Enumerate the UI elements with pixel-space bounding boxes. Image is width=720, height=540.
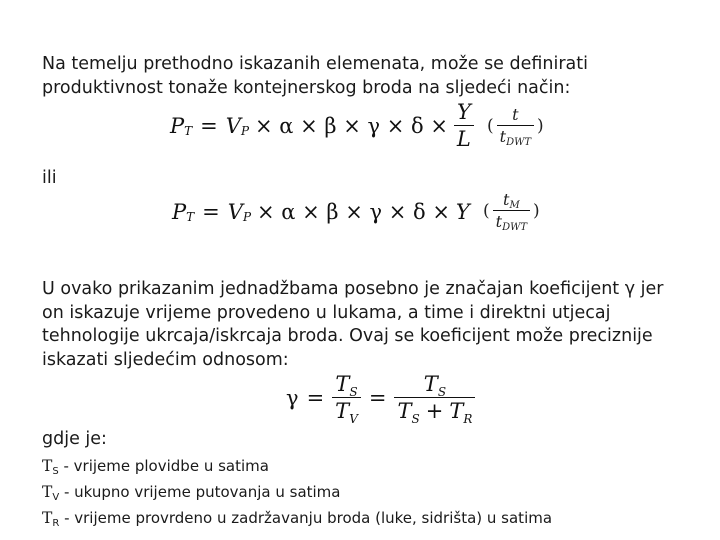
definition-tv-text: - ukupno vrijeme putovanja u satima (59, 483, 341, 501)
formula1-unit-den-sub: DWT (506, 137, 532, 148)
formula1-factors: × α × β × γ × δ × (255, 113, 448, 138)
definition-ts (42, 456, 269, 479)
formula1-unit-num: t (512, 105, 519, 124)
gamma-f2-num-sub: S (437, 385, 447, 399)
or-label: ili (42, 168, 57, 188)
gamma-f1-den-sub: V (349, 412, 358, 426)
definition-tv (42, 482, 341, 505)
formula1-frac-den: L (454, 125, 474, 151)
formula2-equals: = (202, 200, 220, 224)
intro-paragraph: Na temelju prethodno iskazanih elemenata, može se definirati produktivnost tonaže kontejnerskog broda na sljedeći način: (42, 54, 589, 98)
formula1-fraction (454, 100, 474, 151)
gamma-f2-den-b: T (449, 399, 464, 423)
definition-tr-text: - vrijeme provrdeno u zadržavanju broda (luke, sidrišta) u satima (59, 509, 553, 527)
formula2-lhs: P (172, 200, 187, 224)
gamma-equals-2: = (368, 385, 387, 410)
gamma-fraction-1 (332, 372, 361, 426)
formula1-unit (484, 105, 547, 146)
gamma-equals-1: = (306, 385, 325, 410)
formula1-lhs: P (170, 113, 185, 138)
formula1-unit-fraction (497, 105, 534, 146)
definition-tr (42, 508, 552, 531)
formula1-lhs-sub: T (184, 123, 193, 138)
gamma-lhs: γ (286, 385, 299, 410)
gamma-paragraph: U ovako prikazanim jednadžbama posebno je značajan koeficijent γ jer on iskazuje vrijeme provedeno u lukama, a time i direktni utjecaj tehnologije ukrcaja/iskrcaja broda. Ovaj se koeficijent može preciznije iskazati sljedećim odnosom: (42, 279, 664, 370)
formula1-unit-close: ) (537, 115, 544, 136)
definition-tr-sub: R (52, 518, 60, 529)
formula1-unit-den: t (499, 127, 507, 146)
formula1-frac-num: Y (456, 100, 471, 124)
formula2-lhs-sub: T (186, 210, 195, 224)
definition-ts-sub: S (52, 466, 59, 477)
formula2-unit-num-sub: M (509, 200, 520, 211)
formula2-unit-num: t (503, 190, 510, 209)
definition-tr-symbol: T (42, 509, 53, 527)
gamma-f2-den-b-sub: R (463, 412, 473, 426)
gamma-fraction-2 (394, 372, 475, 426)
formula2-vp-sub: P (242, 210, 252, 224)
formula-gamma (286, 372, 475, 426)
gamma-f2-den-a-sub: S (411, 412, 420, 426)
gamma-f1-num: T (335, 372, 350, 396)
definition-tv-symbol: T (42, 483, 53, 501)
formula2-factors: × α × β × γ × δ × (257, 200, 450, 224)
formula1-equals: = (200, 113, 218, 138)
formula2-tail: Y (455, 200, 470, 224)
gamma-f1-den: T (335, 399, 350, 423)
formula1-unit-open: ( (487, 115, 494, 136)
formula2-unit-open: ( (483, 200, 490, 221)
formula2-vp: V (227, 200, 243, 224)
formula2-unit-fraction (493, 190, 530, 231)
gamma-f2-den-a: T (397, 399, 412, 423)
gamma-f2-num: T (423, 372, 438, 396)
where-label: gdje je: (42, 429, 107, 449)
formula2-unit-close: ) (533, 200, 540, 221)
definition-ts-text: - vrijeme plovidbe u satima (58, 457, 269, 475)
gamma-f1-num-sub: S (349, 385, 358, 399)
formula1-vp-sub: P (240, 123, 250, 138)
formula-productivity-2 (172, 200, 470, 224)
gamma-f2-plus: + (425, 399, 444, 423)
formula1-vp: V (225, 113, 241, 138)
formula2-unit-den-sub: DWT (502, 222, 528, 233)
formula2-unit (480, 190, 543, 231)
formula2-unit-den: t (495, 212, 503, 231)
definition-ts-symbol: T (42, 457, 53, 475)
formula-productivity-1 (170, 100, 474, 151)
definition-tv-sub: V (52, 492, 60, 503)
